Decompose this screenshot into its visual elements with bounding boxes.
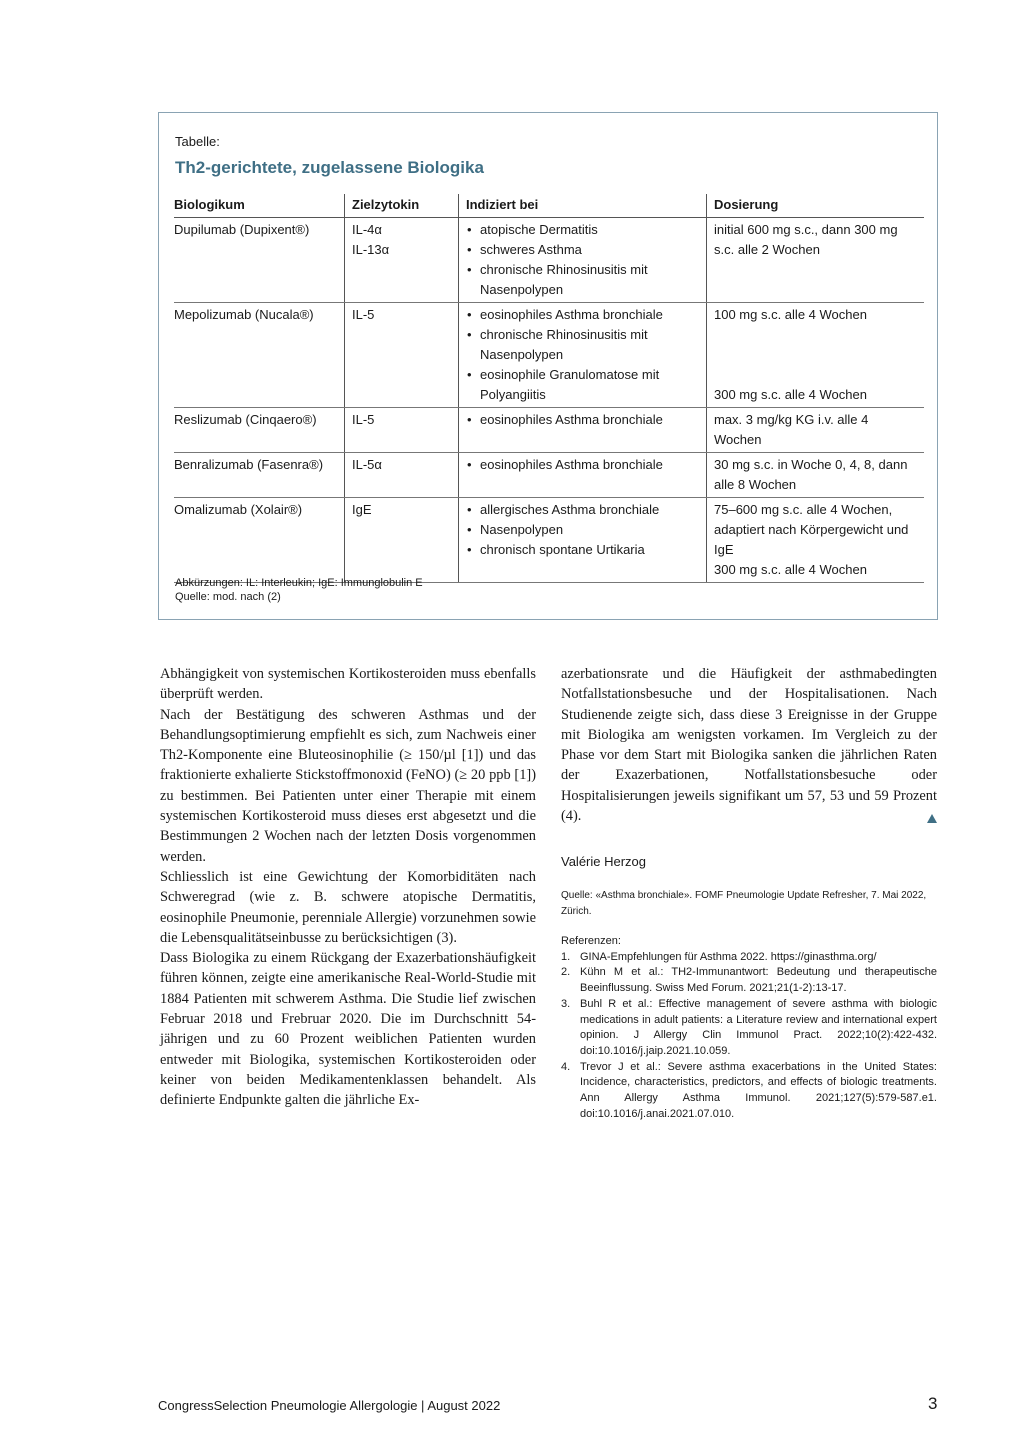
- cell-zielzytokin: [345, 408, 459, 453]
- body-column-right: [561, 664, 937, 1120]
- table-row: [174, 498, 924, 583]
- dosage: initial 600 mg s.c., dann 300 mg s.c. alle 2 Wochen: [714, 222, 898, 257]
- cell-biologikum: Omalizumab (Xolair®): [174, 498, 345, 583]
- cell-dosierung: [707, 453, 925, 498]
- cell-indiziert: [459, 408, 707, 453]
- indication-item: • allergisches Asthma bronchiale: [466, 500, 700, 520]
- table-row: [174, 453, 924, 498]
- cell-indiziert: [459, 303, 707, 408]
- indication-item: • chronische Rhinosinusitis mit Nasenpolypen: [466, 260, 700, 300]
- cell-zielzytokin: [345, 453, 459, 498]
- table-abbreviations: Abkürzungen: IL: Interleukin; IgE: Immunglobulin E: [175, 577, 423, 589]
- indication-item: • chronisch spontane Urtikaria: [466, 540, 700, 560]
- references: [561, 934, 937, 1122]
- dosage: max. 3 mg/kg KG i.v. alle 4 Wochen: [714, 412, 869, 447]
- paragraph: Abhängigkeit von systemischen Kortikosteroiden muss ebenfalls überprüft werden.: [160, 666, 536, 703]
- article-source: Quelle: «Asthma bronchiale». FOMF Pneumologie Update Refresher, 7. Mai 2022, Zürich.: [561, 890, 927, 917]
- cell-biologikum: Mepolizumab (Nucala®): [174, 303, 345, 408]
- cell-dosierung: [707, 218, 925, 303]
- cell-zielzytokin: [345, 303, 459, 408]
- indication-item: • eosinophiles Asthma bronchiale: [466, 455, 700, 475]
- end-triangle-icon: [927, 814, 937, 823]
- indication-item: • chronische Rhinosinusitis mit Nasenpolypen: [466, 325, 700, 365]
- header-dosierung: Dosierung: [707, 194, 925, 218]
- paragraph: Schliesslich ist eine Gewichtung der Komorbiditäten nach Schweregrad (wie z. B. schwere atopische Dermatitis, eosinophile Pneumonie, perenniale Allergie) vorzunehmen sowie die Lebensqualitätseinbusse zu berücksichtigen (3).: [160, 868, 536, 946]
- author: Valérie Herzog: [561, 854, 647, 869]
- cytokine: IgE: [352, 502, 372, 517]
- cell-indiziert: [459, 218, 707, 303]
- header-zielzytokin: Zielzytokin: [345, 194, 459, 218]
- reference-item: [561, 965, 937, 996]
- reference-text: Kühn M et al.: TH2-Immunantwort: Bedeutung und therapeutische Beeinflussung. Swiss Med Forum. 2021;21(1-2):13-17.: [580, 966, 937, 995]
- reference-number: 2.: [561, 966, 571, 979]
- table-row: [174, 408, 924, 453]
- indication-item: • eosinophile Granulomatose mit Polyangiitis: [466, 365, 700, 405]
- cell-biologikum: Reslizumab (Cinqaero®): [174, 408, 345, 453]
- indication-item: • atopische Dermatitis: [466, 220, 700, 240]
- biologics-table: [174, 194, 924, 583]
- table-header-row: [174, 194, 924, 218]
- table-label: Tabelle:: [175, 134, 220, 149]
- reference-item: [561, 950, 937, 966]
- cell-indiziert: [459, 453, 707, 498]
- reference-number: 4.: [561, 1060, 571, 1073]
- page-number: 3: [928, 1394, 938, 1413]
- reference-text: Trevor J et al.: Severe asthma exacerbations in the United States: Incidence, characteristics, predictors, and effects of biologic treatments. Ann Allergy Asthma Immunol. 2021;127(5):579-587.e1. doi:10.1016/j.anai.2021.07.010.: [580, 1060, 937, 1120]
- reference-item: [561, 997, 937, 1060]
- table-box: [158, 112, 938, 620]
- table-row: [174, 303, 924, 408]
- table-row: [174, 218, 924, 303]
- reference-text: Buhl R et al.: Effective management of severe asthma with biologic medications in adult patients: a Literature review and international expert opinion. J Allergy Clin Immunol Pract. 2022;10(2):422-432. doi:10.1016/j.jaip.2021.10.059.: [580, 997, 937, 1057]
- paragraph: Nach der Bestätigung des schweren Asthmas und der Behandlungsoptimierung empfiehlt es sich, zum Nachweis einer Th2-Komponente eine Bluteosinophilie (≥ 150/µl [1]) und das fraktionierte exhalierte Stickstoffmonoxid (FeNO) (≥ 20 ppb [1]) zu bestimmen. Bei Patienten unter einer Therapie mit einem systemischen Kortikosteroid muss dieses erst abgesetzt und die Bestimmungen 2 Wochen nach der letzten Dosis vorgenommen werden.: [160, 706, 536, 865]
- cytokine: IL-13α: [352, 242, 390, 257]
- footer-journal: CongressSelection Pneumologie Allergologie | August 2022: [158, 1398, 501, 1413]
- header-biologikum: Biologikum: [174, 194, 345, 218]
- cytokine: IL-5α: [352, 457, 382, 472]
- cell-biologikum: Benralizumab (Fasenra®): [174, 453, 345, 498]
- cell-dosierung: [707, 303, 925, 408]
- dosage: 30 mg s.c. in Woche 0, 4, 8, dann alle 8 Wochen: [714, 457, 908, 492]
- cytokine: IL-5: [352, 412, 375, 427]
- cell-indiziert: [459, 498, 707, 583]
- indication-item: • eosinophiles Asthma bronchiale: [466, 410, 700, 430]
- dosage: 300 mg s.c. alle 4 Wochen: [714, 387, 867, 402]
- reference-text: GINA-Empfehlungen für Asthma 2022. https://ginasthma.org/: [580, 950, 877, 963]
- references-list: [561, 950, 937, 1123]
- cell-zielzytokin: [345, 498, 459, 583]
- cell-dosierung: [707, 408, 925, 453]
- body-column-left: [160, 664, 536, 1111]
- table-notes: [175, 576, 423, 604]
- dosage: 300 mg s.c. alle 4 Wochen: [714, 562, 867, 577]
- reference-number: 1.: [561, 950, 571, 963]
- indication-item: • eosinophiles Asthma bronchiale: [466, 305, 700, 325]
- table-source: Quelle: mod. nach (2): [175, 591, 281, 603]
- paragraph: azerbationsrate und die Häufigkeit der asthmabedingten Notfallstationsbesuche und der Hospitalisationen. Nach Studienende zeigte sich, dass diese 3 Ereignisse in der Gruppe mit Biologika am wenigsten vorkamen. Im Vergleich zu der Phase vor dem Start mit Biologika sanken die jährlichen Raten der Exazerbationen, Notfallstationsbesuche oder Hospitalisierungen jeweils signifikant um 57, 53 und 59 Prozent (4).: [561, 666, 937, 825]
- references-heading: Referenzen:: [561, 935, 621, 947]
- table-title: Th2-gerichtete, zugelassene Biologika: [175, 158, 484, 177]
- reference-item: [561, 1060, 937, 1123]
- dosage: 100 mg s.c. alle 4 Wochen: [714, 307, 867, 322]
- cell-biologikum: Dupilumab (Dupixent®): [174, 218, 345, 303]
- header-indiziert: Indiziert bei: [459, 194, 707, 218]
- cell-zielzytokin: [345, 218, 459, 303]
- cytokine: IL-4α: [352, 222, 382, 237]
- paragraph: Dass Biologika zu einem Rückgang der Exazerbationshäufigkeit führen können, zeigte eine amerikanische Real-World-Studie mit 1884 Patienten mit schwerem Asthma. Die Studie lief zwischen Februar 2018 und Frebruar 2020. Die im Durchschnitt 54-jährigen und zu 60 Prozent weiblichen Patienten wurden entweder mit Biologika, systemischen Kortikosteroiden oder keiner von beiden Medikamentenklassen behandelt. Als definierte Endpunkte galten die jährliche Ex-: [160, 950, 536, 1109]
- cell-dosierung: [707, 498, 925, 583]
- reference-number: 3.: [561, 997, 571, 1010]
- indication-item: • Nasenpolypen: [466, 520, 700, 540]
- dosage: 75–600 mg s.c. alle 4 Wochen, adaptiert nach Körpergewicht und IgE: [714, 502, 909, 557]
- cytokine: IL-5: [352, 307, 375, 322]
- indication-item: • schweres Asthma: [466, 240, 700, 260]
